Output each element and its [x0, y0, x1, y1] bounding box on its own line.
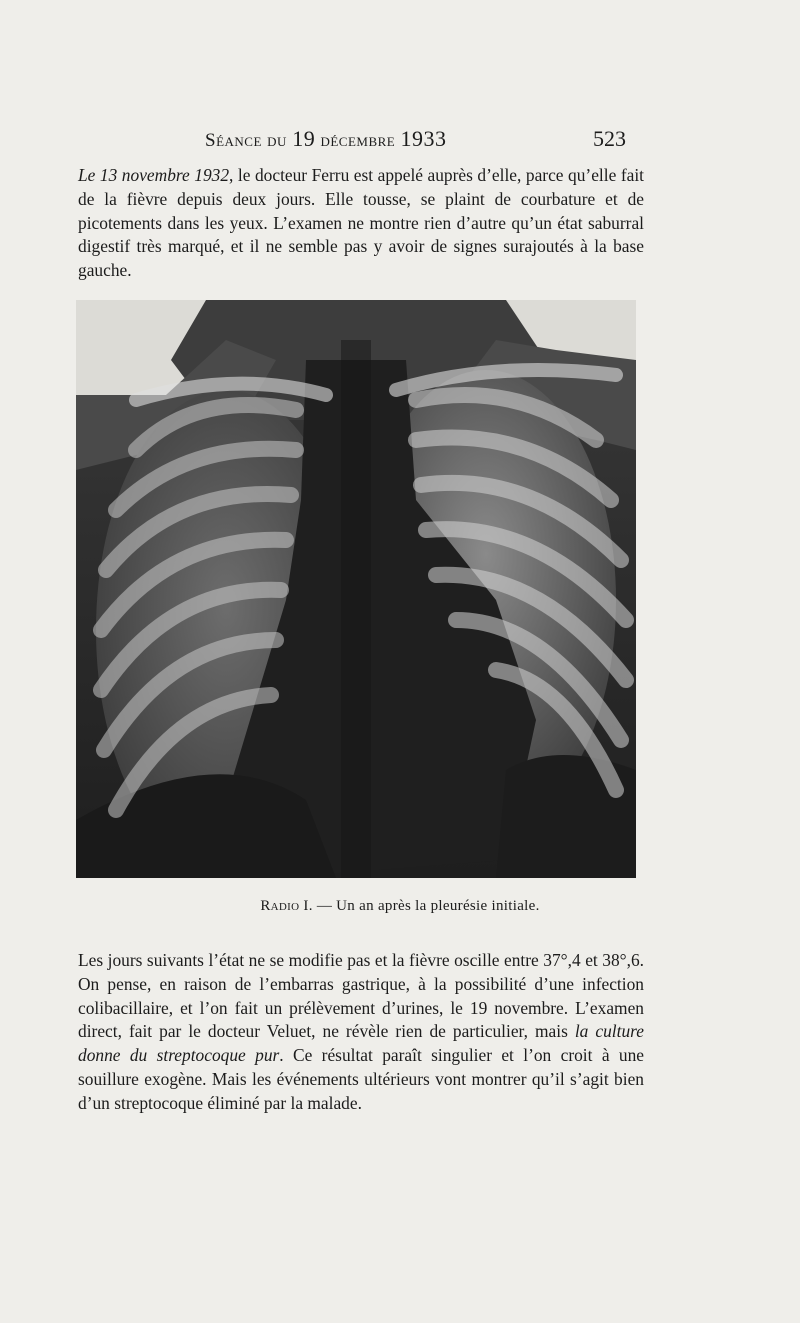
paragraph-followup — [78, 949, 644, 1116]
paragraph-followup-text-b: . Ce résultat paraît singulier et l’on croit à une souillure exogène. Mais les événements ultérieurs vont montrer qu’il s’agit bien d’un streptocoque éliminé par la malade. — [78, 1045, 644, 1113]
date-italic: Le 13 novembre 1932 — [78, 165, 230, 185]
paragraph-intro — [78, 164, 644, 283]
chest-xray-image — [76, 300, 636, 878]
caption-text: — Un an après la pleurésie initiale. — [312, 898, 540, 914]
figure-caption — [0, 898, 800, 915]
running-title-year: 1933 — [400, 126, 447, 151]
culture-italic: la culture donne du streptocoque pur — [78, 1021, 644, 1066]
running-title-day: 19 — [292, 126, 316, 151]
page-number: 523 — [593, 126, 626, 151]
paragraph-intro-text: , le docteur Ferru est appelé auprès d’elle, parce qu’elle fait de la fièvre depuis deux jours. Elle tousse, se plaint de courbature et de picotements dans les yeux. L’examen ne montre rien d’autre qu’un état saburral digestif très marqué, et il ne semble pas y avoir de signes surajoutés à la base gauche. — [78, 165, 644, 281]
paragraph-followup-text-a: Les jours suivants l’état ne se modifie pas et la fièvre oscille entre 37°,4 et 38°,6. On pense, en raison de l’embarras gastrique, à la possibilité d’une infection colibacillaire, et l’on fait un prélèvement d’urines, le 19 novembre. L’examen direct, fait par le docteur Veluet, ne révèle rien de particulier, mais — [78, 950, 644, 1042]
running-title-session: Séance du — [205, 130, 293, 151]
running-title — [205, 126, 446, 152]
caption-label: Radio I. — [260, 898, 313, 914]
running-header — [0, 118, 800, 158]
chest-xray-figure — [76, 300, 636, 878]
running-title-month: décembre — [315, 130, 401, 151]
